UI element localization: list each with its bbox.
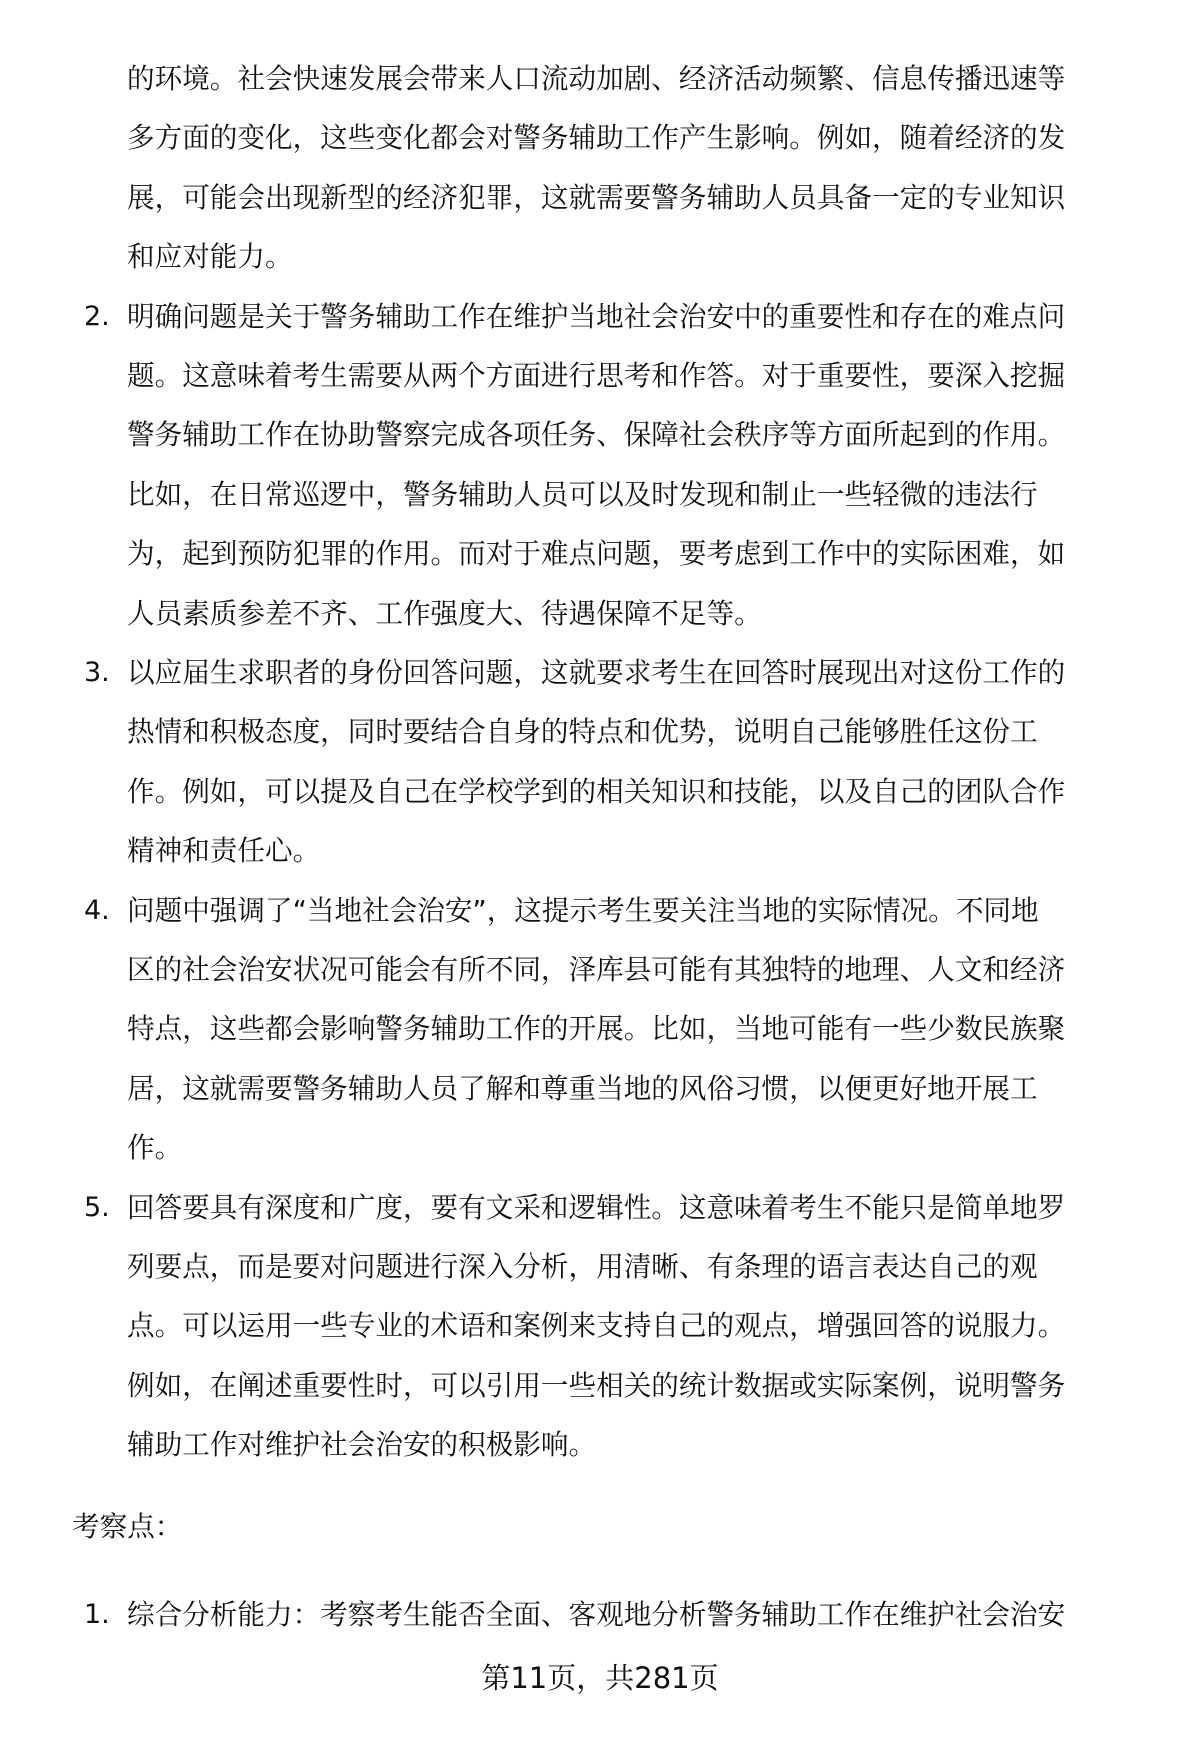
paragraph-line: 和应对能力。 xyxy=(127,240,293,274)
list-item-line: 区的社会治安状况可能会有所不同，泽库县可能有其独特的地理、人文和经济 xyxy=(127,953,1066,986)
list-item-line: 回答要具有深度和广度，要有文采和逻辑性。这意味着考生不能只是简单地罗 xyxy=(127,1190,1066,1224)
list-item-line: 热情和积极态度，同时要结合自身的特点和优势，说明自己能够胜任这份工 xyxy=(127,715,1038,749)
list-item-line: 辅助工作对维护社会治安的积极影响。 xyxy=(127,1428,597,1462)
list-number: 3. xyxy=(84,657,110,688)
list-number: 5. xyxy=(84,1191,110,1223)
list-item-line: 点。可以运用一些专业的术语和案例来支持自己的观点，增强回答的说服力。 xyxy=(127,1309,1066,1343)
list-item-line: 以应届生求职者的身份回答问题，这就要求考生在回答时展现出对这份工作的 xyxy=(127,656,1066,689)
list-number: 4. xyxy=(84,894,110,926)
section-heading: 考察点： xyxy=(72,1510,183,1543)
list-number: 2. xyxy=(84,300,110,332)
list-item-line: 明确问题是关于警务辅助工作在维护当地社会治安中的重要性和存在的难点问 xyxy=(127,299,1066,333)
paragraph-line: 的环境。社会快速发展会带来人口流动加剧、经济活动频繁、信息传播迅速等 xyxy=(127,62,1066,95)
list-item-line: 特点，这些都会影响警务辅助工作的开展。比如，当地可能有一些少数民族聚 xyxy=(127,1012,1066,1046)
paragraph-line: 多方面的变化，这些变化都会对警务辅助工作产生影响。例如，随着经济的发 xyxy=(127,121,1066,155)
list-item-line: 精神和责任心。 xyxy=(127,834,321,868)
list-item-line: 题。这意味着考生需要从两个方面进行思考和作答。对于重要性，要深入挖掘 xyxy=(127,359,1066,392)
list-item-line: 综合分析能力：考察考生能否全面、客观地分析警务辅助工作在维护社会治安 xyxy=(127,1598,1066,1631)
list-item-line: 为，起到预防犯罪的作用。而对于难点问题，要考虑到工作中的实际困难，如 xyxy=(127,537,1066,571)
list-item-line: 居，这就需要警务辅助人员了解和尊重当地的风俗习惯，以便更好地开展工 xyxy=(127,1071,1038,1105)
list-item-line: 列要点，而是要对问题进行深入分析，用清晰、有条理的语言表达自己的观 xyxy=(127,1250,1038,1283)
list-item-line: 人员素质参差不齐、工作强度大、待遇保障不足等。 xyxy=(127,596,762,630)
page-footer: 第11页，共281页 xyxy=(481,1661,719,1695)
list-item-line: 例如，在阐述重要性时，可以引用一些相关的统计数据或实际案例，说明警务 xyxy=(127,1368,1066,1402)
list-item-line: 问题中强调了“当地社会治安”，这提示考生要关注当地的实际情况。不同地 xyxy=(127,893,1039,927)
list-item-line: 比如，在日常巡逻中，警务辅助人员可以及时发现和制止一些轻微的违法行 xyxy=(127,477,1038,511)
list-item-line: 作。例如，可以提及自己在学校学到的相关知识和技能，以及自己的团队合作 xyxy=(127,774,1066,808)
list-number: 1. xyxy=(84,1599,110,1630)
paragraph-line: 展，可能会出现新型的经济犯罪，这就需要警务辅助人员具备一定的专业知识 xyxy=(127,180,1066,214)
list-item-line: 警务辅助工作在协助警察完成各项任务、保障社会秩序等方面所起到的作用。 xyxy=(127,418,1066,452)
list-item-line: 作。 xyxy=(127,1131,183,1165)
